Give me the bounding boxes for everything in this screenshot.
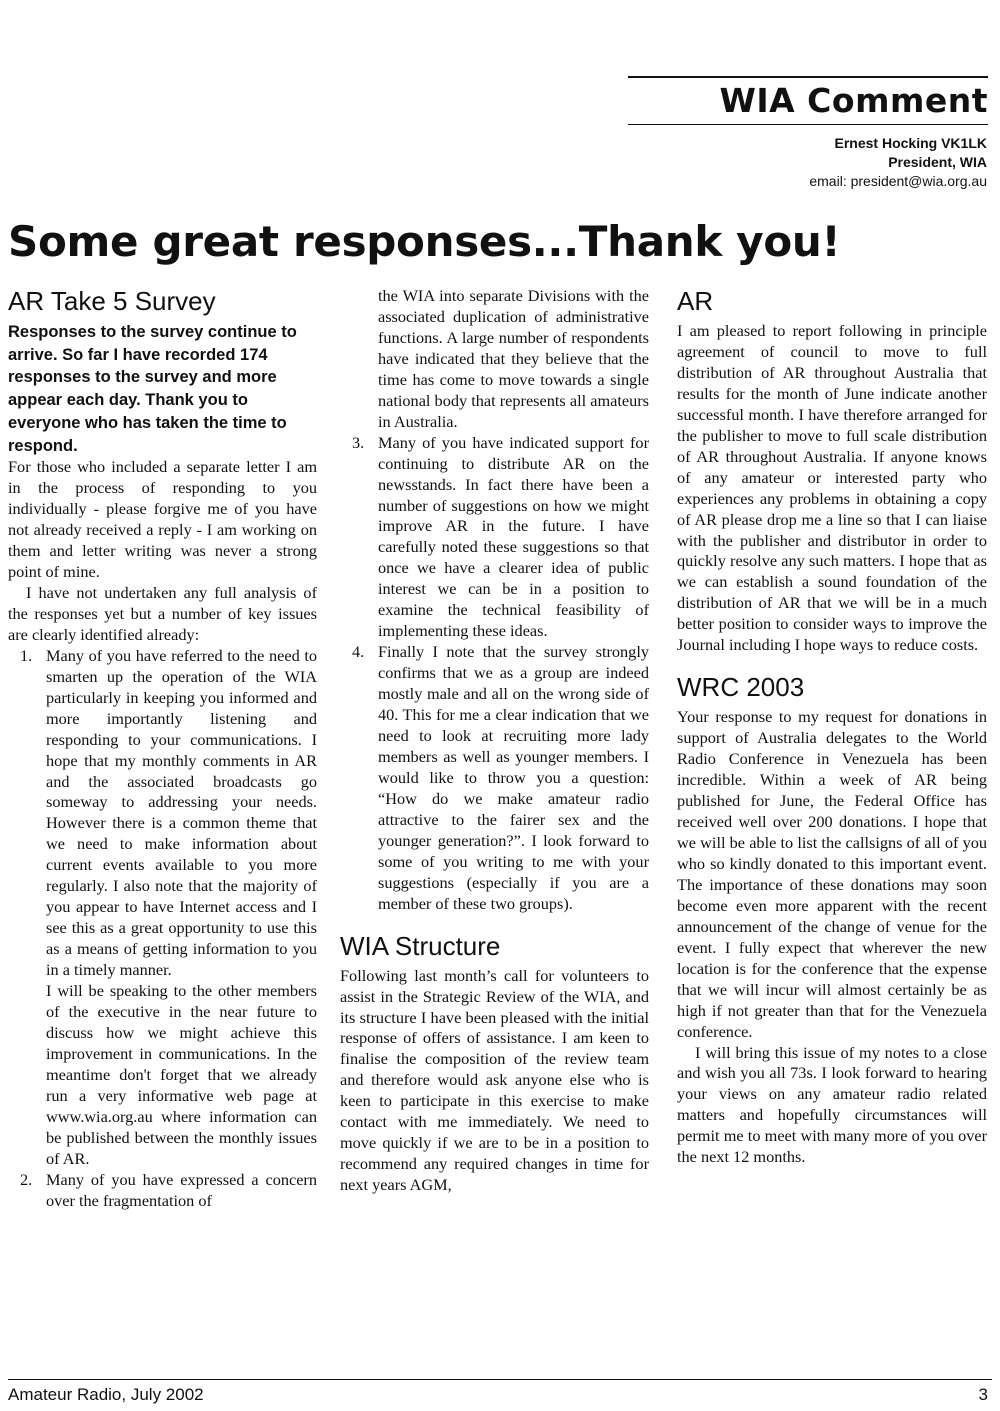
list-item-continuation: I will be speaking to the other members of the executive in the near future to discuss how we might achieve this improvement in communications. In the meantime don't forget that we already run a very informative web page at www.wia.org.au where information can be published between the monthly issues of AR. — [46, 981, 317, 1168]
body-paragraph: Following last month’s call for volunteers to assist in the Strategic Review of the WIA, and its structure I have been pleased with the initial response of offers of assistance. I am keen to finalise the composition of the review team and therefore would ask anyone else who is keen to participate in this exercise to make contact with me immediately. We need to move quickly if we are to be in a position to recommend any required changes in time for next years AGM, — [340, 965, 649, 1195]
list-item-number: 3. — [352, 432, 365, 452]
byline — [809, 134, 987, 191]
footer-rule — [8, 1379, 992, 1380]
header-top-rule — [628, 76, 988, 78]
survey-issues-list — [8, 646, 317, 981]
author-email: email: president@wia.org.au — [809, 173, 987, 189]
list-item — [340, 642, 649, 914]
list-item-number: 4. — [352, 642, 365, 662]
list-item-text: Finally I note that the survey strongly confirms that we as a group are indeed mostly male and all on the wrong side of 40. This for me a clear indication that we need to look at recruiting more lady members as well as younger members. I would like to throw you a question: “How do we make amateur radio attractive to the fairer sex and the younger generation?”. I look forward to some of you writing to me with your suggestions (especially if you are a member of these two groups). — [378, 642, 649, 913]
section-kicker: WIA Comment — [719, 81, 988, 120]
section-heading-wrc-2003: WRC 2003 — [677, 672, 805, 703]
list-item-number: 1. — [20, 645, 33, 665]
section-heading-wia-structure: WIA Structure — [340, 930, 501, 961]
body-paragraph: I am pleased to report following in principle agreement of council to move to full distribution of AR throughout Australia that results for the month of June indicate another successful month. I have therefore arranged for the publisher to move to full scale distribution of AR throughout Australia. If anyone knows of any amateur or interested party who experiences any problems in obtaining a copy of AR please drop me a line so that I can liaise with the publisher and distributor in order to quickly resolve any such matters. I hope that as we can establish a sound foundation of the distribution of AR that we will be in a much better position to consider ways to improve the Journal including I hope ways to reduce costs. — [677, 321, 987, 655]
body-paragraph: I have not undertaken any full analysis of the responses yet but a number of key issues are clearly identified already: — [8, 582, 317, 644]
survey-issues-list-cont — [8, 1170, 317, 1212]
section-heading-ar-take-5-survey: AR Take 5 Survey — [8, 286, 216, 316]
footer-publication: Amateur Radio, July 2002 — [8, 1385, 204, 1404]
list-item — [340, 433, 649, 643]
list-item-text: Many of you have indicated support for continuing to distribute AR on the newsstands. In fact there have been a number of suggestions on how we might improve AR in the future. I have carefully noted these suggestions so that once we have a clearer idea of public interest we can be in a position to examine the technical feasibility of implementing these ideas. — [378, 432, 649, 641]
list-item-text: Many of you have expressed a concern over the fragmentation of — [46, 1169, 317, 1210]
page-headline: Some great responses...Thank you! — [8, 217, 841, 266]
header-under-rule — [628, 124, 988, 125]
section-heading-ar: AR — [677, 286, 714, 316]
page-number: 3 — [978, 1385, 988, 1404]
survey-issues-list-2 — [340, 433, 649, 915]
body-paragraph: Your response to my request for donations in support of Australia delegates to the World Radio Conference in Venezuela has been incredible. Within a week of AR being published for June, the Federal Office has received well over 200 donations. I hope that we will be able to list the callsigns of all of you who so kindly donated to this important event. The importance of these donations may soon become even more apparent with the recent announcement of the change of venue for the event. I fully expect that wherever the new location is for the conference that the expense that we will incur will almost certainly be as high if not greater than that for the Venezuela conference. — [677, 707, 987, 1041]
list-item-number: 2. — [20, 1169, 33, 1189]
list-item-continuation: the WIA into separate Divisions with the associated duplication of administrative functions. A large number of respondents have indicated that they believe that the time has come to move towards a single national body that represents all amateurs in Australia. — [378, 286, 649, 431]
column-2 — [340, 286, 649, 1196]
list-item-text: Many of you have referred to the need to smarten up the operation of the WIA particularly in keeping you informed and more importantly listening and responding to your communications. I hope that my monthly comments in AR and the associated broadcasts go someway to addressing your needs. However there is a common theme that we need to make information about current events available to you more regularly. I also note that the majority of you appear to have Internet access and I see this as a great opportunity to use this as a means of getting information to you in a timely manner. — [46, 645, 317, 980]
list-item — [8, 1170, 317, 1212]
body-paragraph: I will bring this issue of my notes to a close and wish you all 73s. I look forward to hearing your views on any amateur radio related matters and hopefully circumstances will permit me to meet with many more of you over the next 12 months. — [677, 1042, 987, 1167]
author-name: Ernest Hocking VK1LK — [834, 135, 987, 151]
column-1 — [8, 286, 317, 1212]
column-3 — [677, 286, 987, 1168]
list-item — [8, 646, 317, 981]
author-role: President, WIA — [888, 154, 987, 170]
lead-paragraph: Responses to the survey continue to arrive. So far I have recorded 174 responses to the survey and more appear each day. Thank you to everyone who has taken the time to respond. — [8, 323, 297, 455]
body-paragraph: For those who included a separate letter I am in the process of responding to you individually - please forgive me of you have not already received a reply - I am working on them and letter writing was never a strong point of mine. — [8, 457, 317, 581]
